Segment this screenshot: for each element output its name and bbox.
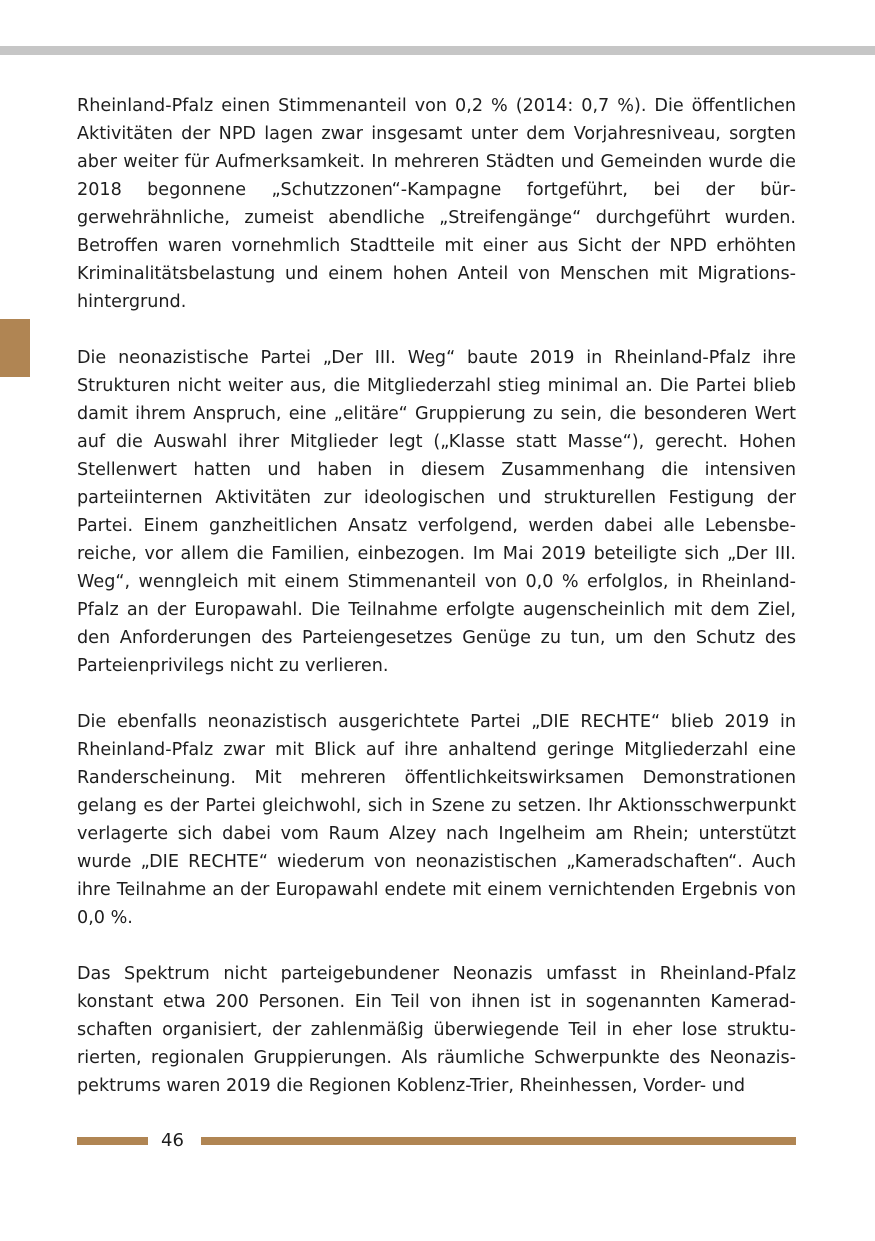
paragraph-unaffiliated-neonazis: Das Spektrum nicht parteigebundener Neonazis umfasst in Rheinland-Pfalz konstant etwa 200 Personen. Ein Teil von ihnen ist in sogenannten Kameradschaften organisiert, der zahlenmäßig überwiegende Teil in eher lose strukturierten, regionalen Gruppierungen. Als räumliche Schwerpunkte des Neonazispektrums waren 2019 die Regionen Koblenz-Trier, Rheinhessen, Vorder- und: [77, 964, 796, 1096]
page-footer: [77, 1129, 796, 1155]
paragraph-npd-activities: Rheinland-Pfalz einen Stimmenanteil von 0,2 % (2014: 0,7 %). Die öffentlichen Aktivitäten der NPD lagen zwar insgesamt unter dem Vorjahresniveau, sorgten aber weiter für Aufmerksamkeit. In mehreren Städten und Gemeinden wurde die 2018 begonnene „Schutzzonen“-Kampagne fortgeführt, bei der bürgerwehrähnliche, zumeist abendliche „Streifengänge“ durchgeführt wurden. Betroffen waren vornehmlich Stadtteile mit einer aus Sicht der NPD erhöhten Kriminalitätsbelastung und einem hohen Anteil von Menschen mit Migrationshintergrund.: [77, 96, 796, 312]
page-number: 46: [161, 1130, 184, 1151]
paragraph-der-iii-weg: Die neonazistische Partei „Der III. Weg“ baute 2019 in Rheinland-Pfalz ihre Strukturen nicht weiter aus, die Mitgliederzahl stieg minimal an. Die Partei blieb damit ihrem Anspruch, eine „elitäre“ Gruppierung zu sein, die besonderen Wert auf die Auswahl ihrer Mitglieder legt („Klasse statt Masse“), gerecht. Hohen Stellenwert hatten und haben in diesem Zusammenhang die intensiven parteiinternen Aktivitäten zur ideologischen und strukturellen Festigung der Partei. Einem ganzheitlichen Ansatz verfolgend, werden dabei alle Lebensbereiche, vor allem die Familien, einbezogen. Im Mai 2019 beteiligte sich „Der III. Weg“, wenngleich mit einem Stimmenanteil von 0,0 % erfolglos, in Rheinland-Pfalz an der Europawahl. Die Teilnahme erfolgte augenscheinlich mit dem Ziel, den Anforderungen des Parteiengesetzes Genüge zu tun, um den Schutz des Parteienprivilegs nicht zu verlieren.: [77, 348, 796, 676]
footer-bar-right: [201, 1137, 796, 1145]
body-text: [77, 92, 796, 1128]
top-rule: [0, 46, 875, 55]
paragraph-die-rechte: Die ebenfalls neonazistisch ausgerichtete Partei „DIE RECHTE“ blieb 2019 in Rheinland-Pfalz zwar mit Blick auf ihre anhaltend geringe Mitgliederzahl eine Randerscheinung. Mit mehreren öffentlichkeitswirksamen Demonstrationen gelang es der Partei gleichwohl, sich in Szene zu setzen. Ihr Aktionsschwerpunkt verlagerte sich dabei vom Raum Alzey nach Ingelheim am Rhein; unterstützt wurde „DIE RECHTE“ wiederum von neonazistischen „Kameradschaften“. Auch ihre Teilnahme an der Europawahl endete mit einem vernichtenden Ergebnis von 0,0 %.: [77, 712, 796, 928]
footer-bar-left: [77, 1137, 148, 1145]
chapter-side-tab: [0, 319, 30, 377]
